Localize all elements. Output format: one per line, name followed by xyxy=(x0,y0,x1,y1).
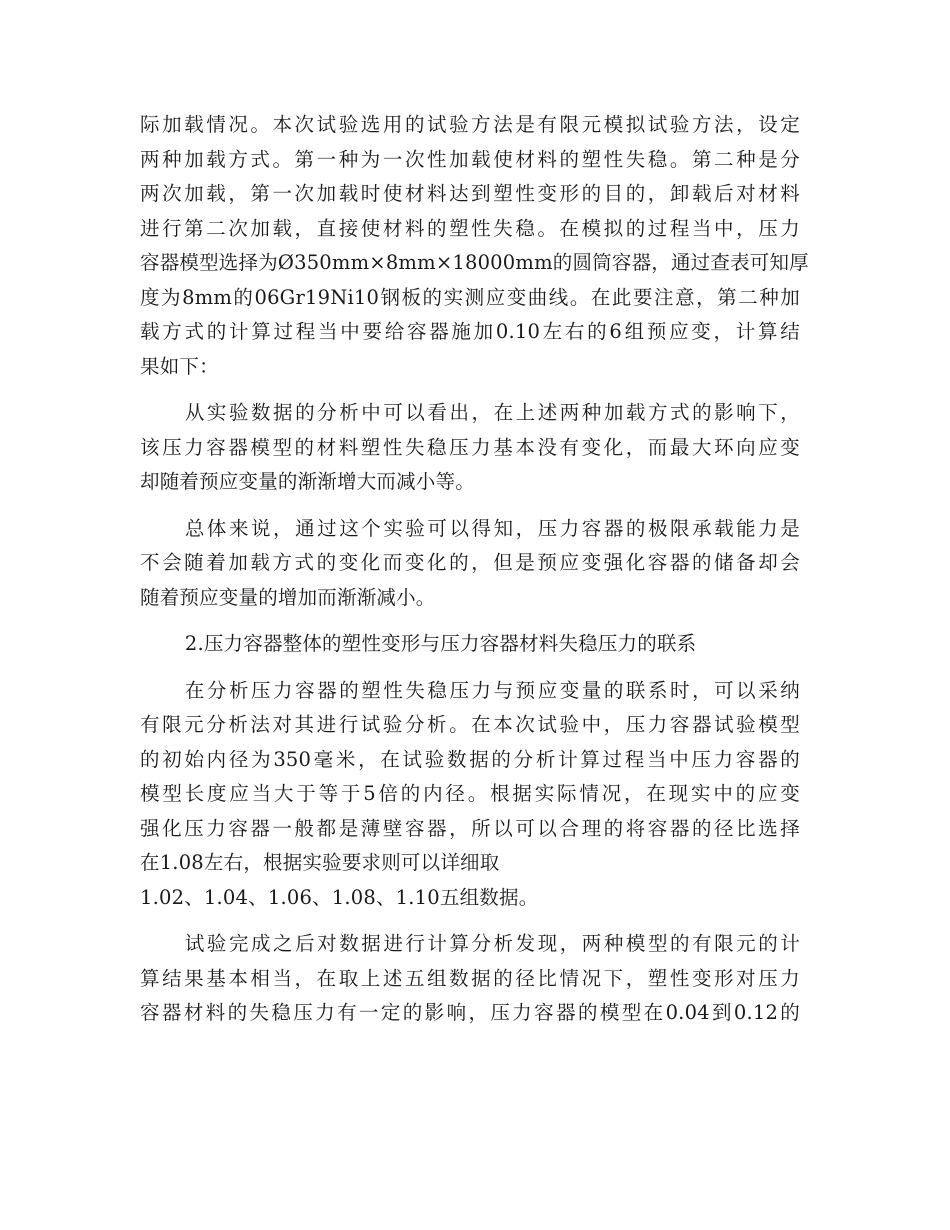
text-line: 算结果基本相当，在取上述五组数据的径比情况下，塑性变形对压力 xyxy=(140,966,800,990)
text-line: 在分析压力容器的塑性失稳压力与预应变量的联系时，可以采纳 xyxy=(184,678,800,702)
text-line: 容器模型选择为Ø350mm×8mm×18000mm的圆筒容器，通过查表可知厚 xyxy=(140,251,809,274)
text-line: 在1.08左右，根据实验要求则可以详细取 xyxy=(140,851,500,874)
text-line: 不会随着加载方式的变化而变化的，但是预应变强化容器的储备却会 xyxy=(140,551,800,574)
text-line: 从实验数据的分析中可以看出，在上述两种加载方式的影响下， xyxy=(184,401,800,424)
document-page xyxy=(140,108,809,1043)
text-line: 进行第二次加载，直接使材料的塑性失稳。在模拟的过程当中，压力 xyxy=(140,216,800,240)
text-line: 两种加载方式。第一种为一次性加载使材料的塑性失稳。第二种是分 xyxy=(140,147,800,171)
section-heading: 2.压力容器整体的塑性变形与压力容器材料失稳压力的联系 xyxy=(184,632,697,655)
paragraph-2 xyxy=(140,396,800,500)
paragraph-1 xyxy=(140,108,809,384)
text-line: 两次加载，第一次加载时使材料达到塑性变形的目的，卸载后对材料 xyxy=(140,182,800,205)
text-line: 试验完成之后对数据进行计算分析发现，两种模型的有限元的计 xyxy=(184,932,800,955)
text-line: 度为8mm的06Gr19Ni10钢板的实测应变曲线。在此要注意，第二种加 xyxy=(140,285,800,309)
text-line: 1.02、1.04、1.06、1.08、1.10五组数据。 xyxy=(140,885,539,909)
text-line: 际加载情况。本次试验选用的试验方法是有限元模拟试验方法，设定 xyxy=(140,113,800,136)
text-line: 有限元分析法对其进行试验分析。在本次试验中，压力容器试验模型 xyxy=(140,713,800,736)
text-line: 的初始内径为350毫米，在试验数据的分析计算过程当中压力容器的 xyxy=(140,747,800,771)
text-line: 却随着预应变量的渐渐增大而减小等。 xyxy=(140,470,475,493)
text-line: 果如下： xyxy=(140,354,219,378)
text-line: 该压力容器模型的材料塑性失稳压力基本没有变化，而最大环向应变 xyxy=(140,435,800,459)
text-line: 总体来说，通过这个实验可以得知，压力容器的极限承载能力是 xyxy=(184,516,800,540)
text-line: 强化压力容器一般都是薄壁容器，所以可以合理的将容器的径比选择 xyxy=(140,816,800,840)
text-line: 模型长度应当大于等于5倍的内径。根据实际情况，在现实中的应变 xyxy=(140,782,800,805)
paragraph-6 xyxy=(140,927,800,1031)
text-line: 容器材料的失稳压力有一定的影响，压力容器的模型在0.04到0.12的 xyxy=(140,1001,800,1024)
text-line: 载方式的计算过程当中要给容器施加0.10左右的6组预应变，计算结 xyxy=(140,320,800,343)
text-line: 随着预应变量的增加而渐渐减小。 xyxy=(140,585,436,609)
paragraph-5 xyxy=(140,674,800,916)
paragraph-3 xyxy=(140,512,800,616)
